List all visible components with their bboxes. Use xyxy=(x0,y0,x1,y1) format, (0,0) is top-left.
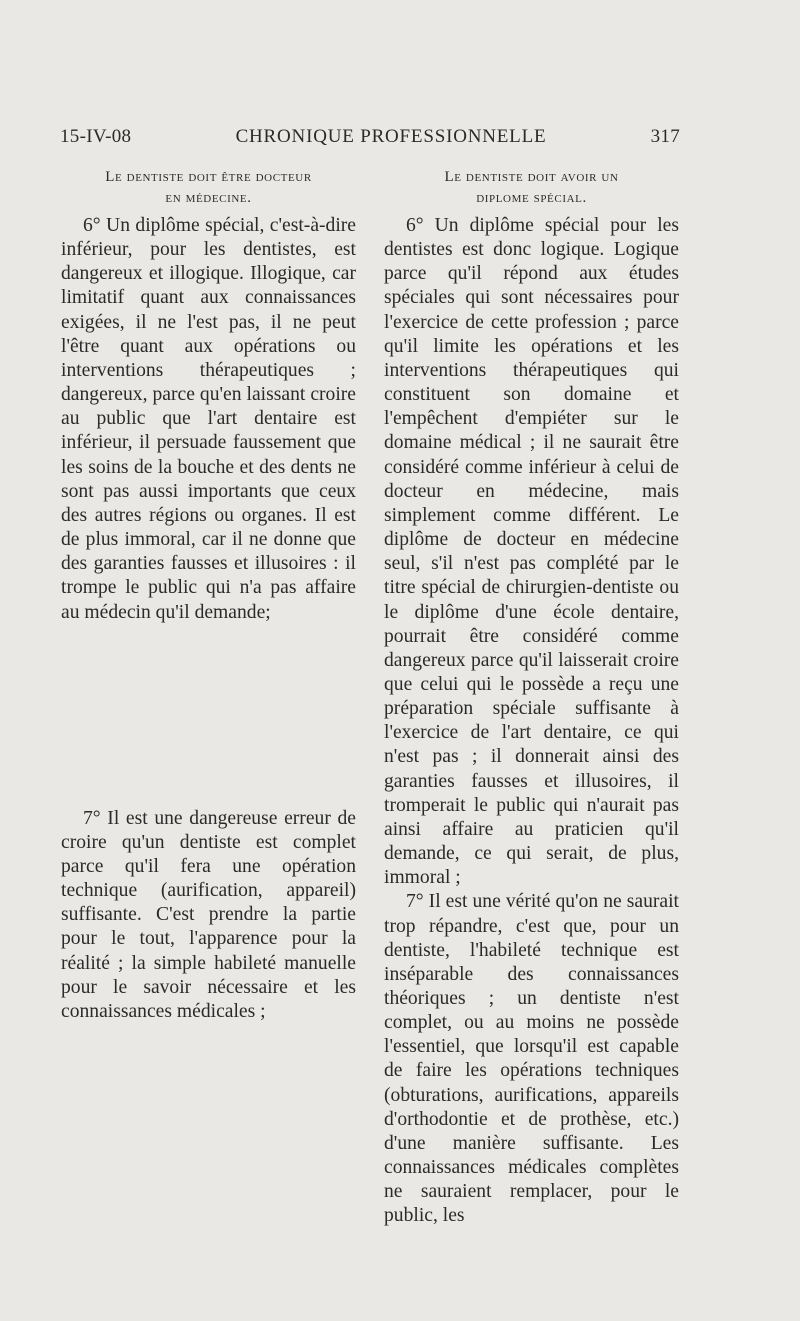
left-column xyxy=(61,167,356,1024)
issue-date: 15-IV-08 xyxy=(60,126,132,147)
left-heading-line-1: Le dentiste doit être docteur xyxy=(105,169,312,185)
left-paragraph-7: 7° Il est une dangereuse erreur de croire qu'un dentiste est complet parce qu'il fera une opération technique (aurification, appareil) suffisante. C'est prendre la partie pour le tout, l'apparence pour la réalité ; la simple habileté manuelle pour le savoir nécessaire et les connaissances médicales ; xyxy=(61,807,356,1022)
right-column xyxy=(384,167,679,1229)
right-paragraph-7: 7° Il est une vérité qu'on ne saurait trop répandre, c'est que, pour un dentiste, l'habileté technique est inséparable des connaissances théoriques ; un dentiste n'est complet, ou au moins ne possède l'essentiel, que lorsqu'il est capable de faire les opérations techniques (obturations, aurifications, appareils d'orthodontie et de prothèse, etc.) d'une manière suffisante. Les connaissances médicales complètes ne sauraient remplacer, pour le public, les xyxy=(384,891,679,1227)
right-paragraph-6: 6° Un diplôme spécial pour les dentistes est donc logique. Logique parce qu'il répond aux études spéciales qui sont nécessaires pour l'exercice de cette profession ; parce qu'il limite les opérations et les interventions thérapeutiques qui constituent son domaine et l'empêchent d'empiéter sur le domaine médical ; il ne saurait être considéré comme inférieur à celui de docteur en médecine, mais simplement comme différent. Le diplôme de docteur en médecine seul, s'il n'est pas complété par le titre spécial de chirurgien-dentiste ou le diplôme d'une école dentaire, pourrait être considéré comme dangereux parce qu'il laisserait croire que celui qui le possède a reçu une préparation spéciale suffisante à l'exercice de l'art dentaire, ce qui n'est pas ; il donnerait ainsi des garanties fausses et illusoires, il tromperait le public qui n'aurait pas ainsi affaire au praticien qu'il demande, ce qui serait, de plus, immoral ; xyxy=(384,215,679,889)
page-number: 317 xyxy=(650,126,680,147)
running-title: CHRONIQUE PROFESSIONNELLE xyxy=(235,126,547,147)
column-spacer xyxy=(61,625,356,807)
left-heading xyxy=(61,167,356,209)
left-paragraph-6: 6° Un diplôme spécial, c'est-à-dire inférieur, pour les dentistes, est dangereux et illogique. Illogique, car limitatif quant aux connaissances exigées, il ne l'est pas, il ne peut l'être quant aux opérations ou interventions thérapeutiques ; dangereux, parce qu'en laissant croire au public que l'art dentaire est inférieur, il persuade faussement que les soins de la bouche et des dents ne sont pas aussi importants que ceux des autres régions ou organes. Il est de plus immoral, car il ne donne que des garanties fausses et illusoires : il trompe le public qui n'a pas affaire au médecin qu'il demande; xyxy=(61,215,356,623)
right-heading-line-2: diplome spécial. xyxy=(476,190,587,206)
running-header xyxy=(60,126,680,148)
right-heading xyxy=(384,167,679,209)
left-heading-line-2: en médecine. xyxy=(165,190,252,206)
right-heading-line-1: Le dentiste doit avoir un xyxy=(444,169,619,185)
